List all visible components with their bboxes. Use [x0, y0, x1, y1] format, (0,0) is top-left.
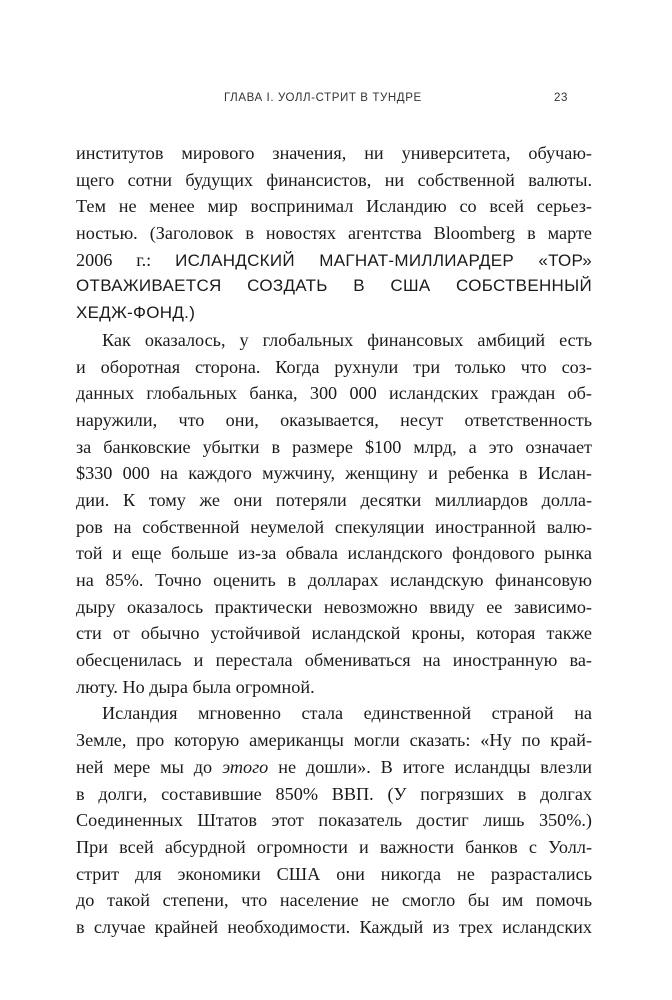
text-line: люту. Но дыра была огромной. — [76, 676, 315, 697]
text-line: Земле, про которую американцы могли сказать: «Ну по край- — [76, 730, 592, 751]
chapter-title: ГЛАВА I. УОЛЛ-СТРИТ В ТУНДРЕ — [224, 92, 422, 104]
text-line: до такой степени, что население не смогло бы им помочь — [76, 890, 592, 911]
text-line — [76, 247, 592, 274]
headline-fragment: ИСЛАНДСКИЙ МАГНАТ-МИЛЛИАРДЕР «ТОР» — [175, 250, 592, 270]
text-line: в долги, составившие 850% ВВП. (У погрязших в долгах — [76, 783, 592, 804]
text-line: и оборотная сторона. Когда рухнули три только что соз- — [76, 356, 592, 377]
text-line: ностью. (Заголовок в новостях агентства Bloomberg в марте — [76, 223, 592, 244]
text-fragment: не дошли». В итоге исландцы влезли — [268, 756, 593, 777]
text-line: стрит для экономики США они никогда не разрастались — [76, 863, 592, 884]
running-head — [0, 92, 672, 108]
text-fragment: ней мере мы до — [76, 756, 223, 777]
text-line: данных глобальных банка, 300 000 исландских граждан об- — [76, 383, 592, 404]
headline-line: ХЕДЖ-ФОНД.) — [76, 303, 196, 323]
text-line: щего сотни будущих финансистов, ни собственной валюты. — [76, 169, 592, 190]
body-text — [76, 140, 592, 941]
text-line: сти от обычно устойчивой исландской кроны, которая также — [76, 623, 592, 644]
text-line: ров на собственной неумелой спекуляции иностранной валю- — [76, 516, 592, 537]
text-line: Как оказалось, у глобальных финансовых амбиций есть — [102, 329, 592, 350]
text-line: обесценилась и перестала обмениваться на иностранную ва- — [76, 650, 592, 671]
text-line: При всей абсурдной огромности и важности банков с Уолл- — [76, 836, 592, 857]
text-line: в случае крайней необходимости. Каждый из трех исландских — [76, 916, 592, 937]
text-line: $330 000 на каждого мужчину, женщину и ребенка в Ислан- — [76, 463, 592, 484]
emphasis-word: этого — [222, 756, 269, 777]
page-number: 23 — [554, 92, 568, 104]
text-line: на 85%. Точно оценить в долларах исландскую финансовую — [76, 570, 592, 590]
text-line: Исландия мгновенно стала единственной страной на — [102, 703, 592, 724]
text-line: дии. К тому же они потеряли десятки миллиардов долла- — [76, 489, 592, 510]
text-line: наружили, что они, оказывается, несут ответственность — [76, 409, 592, 430]
text-line: Тем не менее мир воспринимал Исландию со всей серьез- — [76, 196, 592, 217]
text-line — [76, 754, 592, 781]
text-line: Соединенных Штатов этот показатель достиг лишь 350%.) — [76, 810, 592, 831]
text-line: за банковские убытки в размере $100 млрд, а это означает — [76, 436, 592, 457]
text-line: той и еще больше из-за обвала исландского фондового рынка — [76, 543, 592, 564]
headline-line: ОТВАЖИВАЕТСЯ СОЗДАТЬ В США СОБСТВЕННЫЙ — [76, 276, 592, 296]
text-line: институтов мирового значения, ни университета, обучаю- — [76, 143, 592, 163]
text-line: дыру оказалось практически невозможно ввиду ее зависимо- — [76, 596, 592, 617]
text-fragment: 2006 г.: — [76, 249, 152, 270]
